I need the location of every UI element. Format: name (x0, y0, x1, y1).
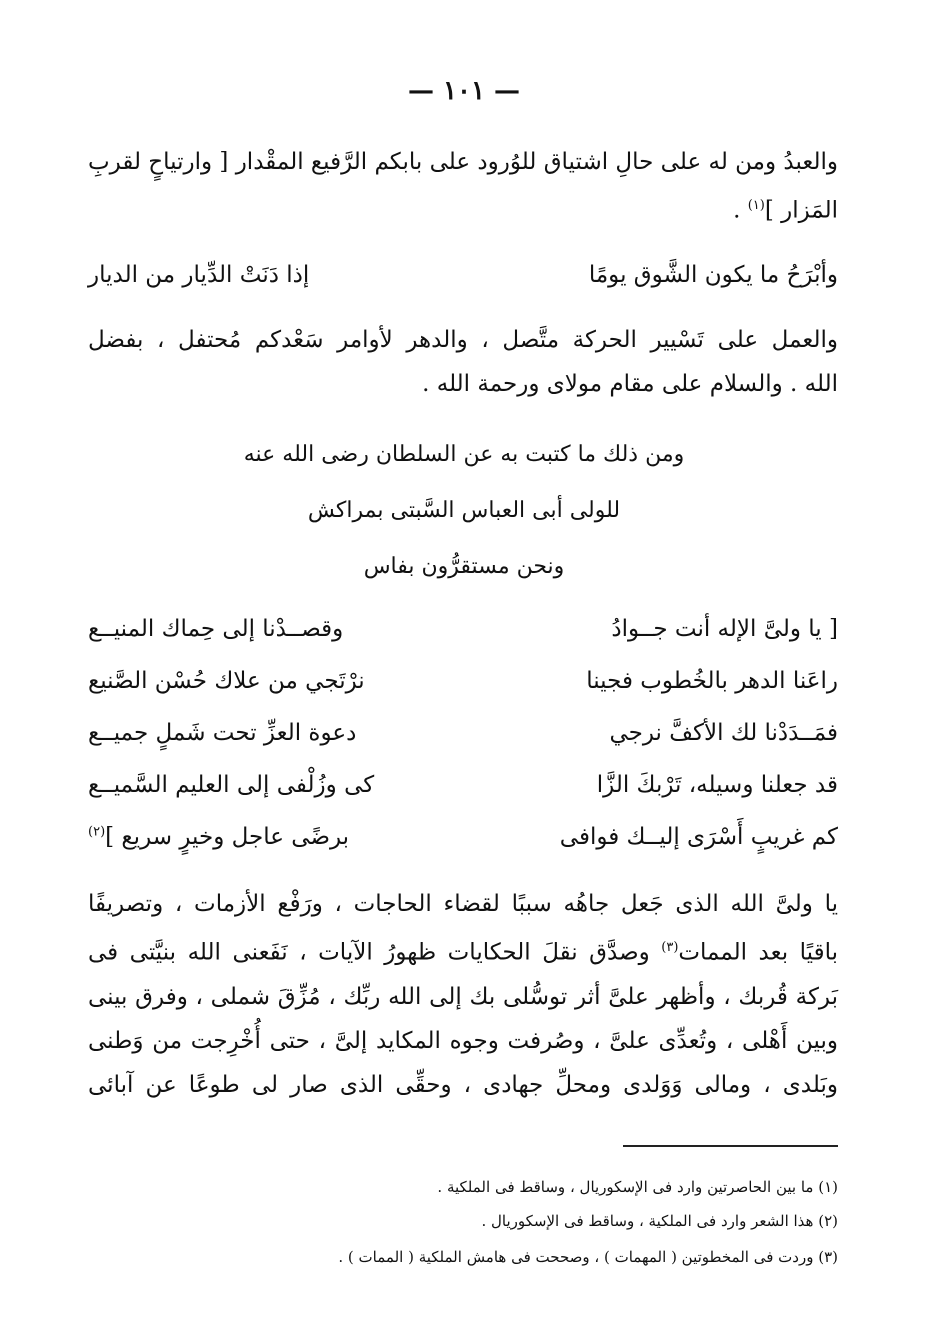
paragraph-3-line-1: يا ولىَّ الله الذى جَعل جاهُه سببًا لقضاء الحاجات ، ورَفْع الأزمات ، وتصريفًا (88, 891, 838, 917)
page-number: — ١٠١ — (407, 76, 521, 106)
paragraph-3-line-2 (88, 926, 838, 975)
paragraph-1-line-2-text: المَزار ] (764, 197, 838, 224)
poem-verse-1-hemistich-2: وقصــدْنا إلى حِماك المنيــع (88, 616, 344, 642)
verse-1-hemistich-2: إذا دَنَتْ الدِّيار من الديار (88, 262, 310, 288)
poem-verse-3-hemistich-1: فمَــدَدْنا لك الأكفَّ نرجي (609, 720, 838, 746)
poem-verse-4-hemistich-1: قد جعلنا وسيله، تَرْبكَ الزَّا (596, 772, 838, 798)
poem-verse-2-hemistich-2: نرْتَجي من علاك حُسْن الصَّنيع (88, 668, 365, 694)
paragraph-3-line-5: وبَلدى ، ومالى وَوَلدى ومحلِّ جهادى ، وحقِّى الذى صار لى طوعًا عن آبائى (88, 1071, 838, 1098)
paragraph-2 (88, 318, 838, 406)
poem-verse-4-hemistich-2: كى وزُلْفى إلى العليم السَّميــع (88, 772, 375, 798)
footnote-1: (١) ما بين الحاصرتين وارد فى الإسكوريال ، وساقط فى الملكية . (437, 1178, 838, 1196)
paragraph-1-line-2 (88, 184, 838, 233)
section-heading-line-2: للولى أبى العباس السَّبتى بمراكش (307, 498, 621, 523)
poem-verse-3 (88, 720, 838, 760)
paragraph-1-line-2-end: . (733, 197, 748, 224)
footnote-2: (٢) هذا الشعر وارد فى الملكية ، وساقط فى الإسكوريال . (481, 1212, 838, 1230)
paragraph-3-line-2-b: وصدَّق نقلَ الحكايات ظهورُ الآيات ، نَفَعنى الله بنيَّتى فى (88, 939, 662, 966)
section-heading-line-1: ومن ذلك ما كتبت به عن السلطان رضى الله عنه (243, 442, 685, 467)
paragraph-3-line-3: بَركة قُربك ، وأظهر علىَّ أثر توسُّلى بك إلى الله ربِّك ، مُزِّقَ شملى ، وفرق بينى (88, 983, 838, 1010)
paragraph-1 (88, 140, 838, 233)
poem-verse-2-hemistich-1: راعَنا الدهر بالخُطوب فجينا (586, 668, 838, 694)
poem-verse-5-hemistich-2-text: برضًى عاجل وخيرٍ سريع ] (105, 824, 350, 850)
paragraph-2-line-1: والعمل على تَسْيير الحركة متَّصل ، والدهر لأوامر سَعْدكم مُحتفل ، بفضل (88, 327, 838, 353)
paragraph-3 (88, 882, 838, 1107)
paragraph-2-line-2: الله . والسلام على مقام مولاى ورحمة الله . (422, 371, 838, 397)
paragraph-1-line-1: والعبدُ ومن له على حالِ اشتياق للوُرود على بابكم الرَّفيع المقْدار [ وارتياحٍ لقربِ (88, 149, 838, 175)
verse-1-hemistich-1: وأبْرَحُ ما يكون الشَّوق يومًا (588, 262, 838, 288)
poem-verse-1-hemistich-1: [ يا ولىَّ الإله أنت جــوادُ (611, 616, 838, 642)
poem-verse-1 (88, 616, 838, 656)
footnote-divider (623, 1145, 838, 1147)
poem-verse-5-hemistich-2 (88, 824, 448, 850)
poem-verse-3-hemistich-2: دعوة العزِّ تحت شَملٍ جميــع (88, 720, 357, 746)
paragraph-3-line-2-a: باقيًا بعد الممات (678, 939, 839, 966)
paragraph-3-line-4: وبين أَهْلى ، وتُعدِّى علىَّ ، وصُرفت وجوه المكايد إلىَّ ، حتى أُخْرِجت من وَطنى (88, 1027, 838, 1054)
footnote-3: (٣) وردت فى المخطوتين ( المهمات ) ، وصححت فى هامش الملكية ( الممات ) . (338, 1248, 838, 1266)
footnote-ref-3: (٣) (661, 940, 679, 955)
poem-verse-4 (88, 772, 838, 812)
footnote-ref-1: (١) (747, 198, 765, 213)
poem-verse-2 (88, 668, 838, 708)
poem-verse-5-hemistich-1: كم غريبٍ أَسْرَى إليــك فوافى (559, 824, 838, 850)
footnote-ref-2: (٢) (88, 824, 106, 840)
section-heading-line-3: ونحن مستقرُّون بفاس (363, 554, 565, 579)
verse-1 (88, 262, 838, 302)
poem-verse-5 (88, 824, 838, 864)
